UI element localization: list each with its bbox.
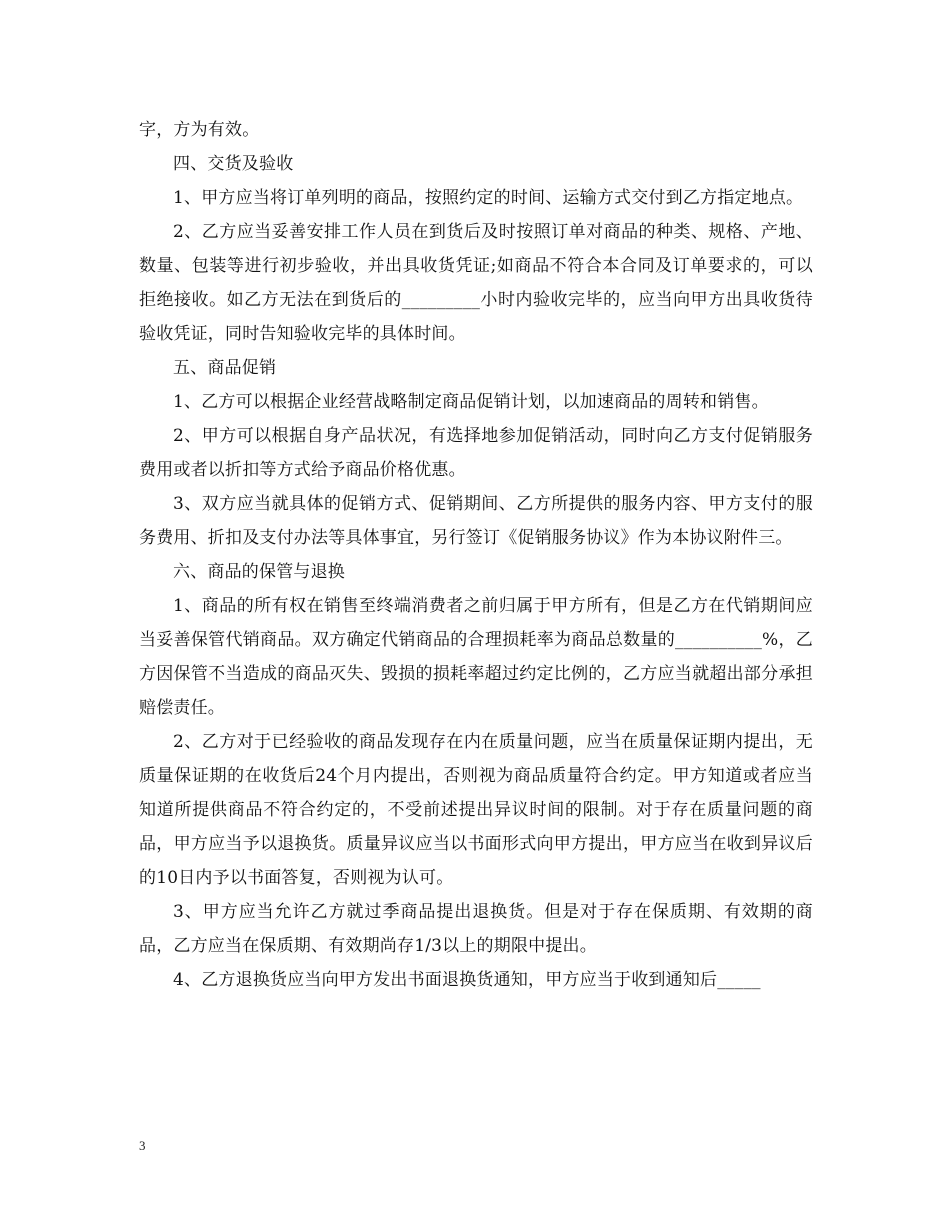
paragraph: 1、商品的所有权在销售至终端消费者之前归属于甲方所有，但是乙方在代销期间应当妥善保管代销商品。双方确定代销商品的合理损耗率为商品总数量的__________%，乙方因保管不当造成的商品灭失、毁损的损耗率超过约定比例的，乙方应当就超出部分承担赔偿责任。 <box>139 596 813 718</box>
paragraph-continuation: 字，方为有效。 <box>139 120 260 140</box>
paragraph: 2、乙方对于已经验收的商品发现存在内在质量问题，应当在质量保证期内提出，无质量保证期的在收货后24个月内提出，否则视为商品质量符合约定。甲方知道或者应当知道所提供商品不符合约定的，不受前述提出异议时间的限制。对于存在质量问题的商品，甲方应当予以退换货。质量异议应当以书面形式向甲方提出，甲方应当在收到异议后的10日内予以书面答复，否则视为认可。 <box>139 732 813 888</box>
page-number: 3 <box>139 1138 146 1153</box>
paragraph: 1、乙方可以根据企业经营战略制定商品促销计划，以加速商品的周转和销售。 <box>173 392 769 412</box>
paragraph: 4、乙方退换货应当向甲方发出书面退换货通知，甲方应当于收到通知后_____ <box>173 970 761 990</box>
section-heading-delivery: 四、交货及验收 <box>173 154 294 174</box>
paragraph: 3、甲方应当允许乙方就过季商品提出退换货。但是对于存在保质期、有效期的商品，乙方应当在保质期、有效期尚存1/3以上的期限中提出。 <box>139 902 813 956</box>
paragraph: 1、甲方应当将订单列明的商品，按照约定的时间、运输方式交付到乙方指定地点。 <box>173 188 804 208</box>
document-body <box>139 113 813 997</box>
paragraph: 2、甲方可以根据自身产品状况，有选择地参加促销活动，同时向乙方支付促销服务费用或者以折扣等方式给予商品价格优惠。 <box>139 426 813 480</box>
section-heading-promotion: 五、商品促销 <box>173 358 277 378</box>
section-heading-storage-returns: 六、商品的保管与退换 <box>173 562 345 582</box>
paragraph: 2、乙方应当妥善安排工作人员在到货后及时按照订单对商品的种类、规格、产地、数量、包装等进行初步验收，并出具收货凭证;如商品不符合本合同及订单要求的，可以拒绝接收。如乙方无法在到货后的_________小时内验收完毕的，应当向甲方出具收货待验收凭证，同时告知验收完毕的具体时间。 <box>139 222 813 344</box>
paragraph: 3、双方应当就具体的促销方式、促销期间、乙方所提供的服务内容、甲方支付的服务费用、折扣及支付办法等具体事宜，另行签订《促销服务协议》作为本协议附件三。 <box>139 494 813 548</box>
